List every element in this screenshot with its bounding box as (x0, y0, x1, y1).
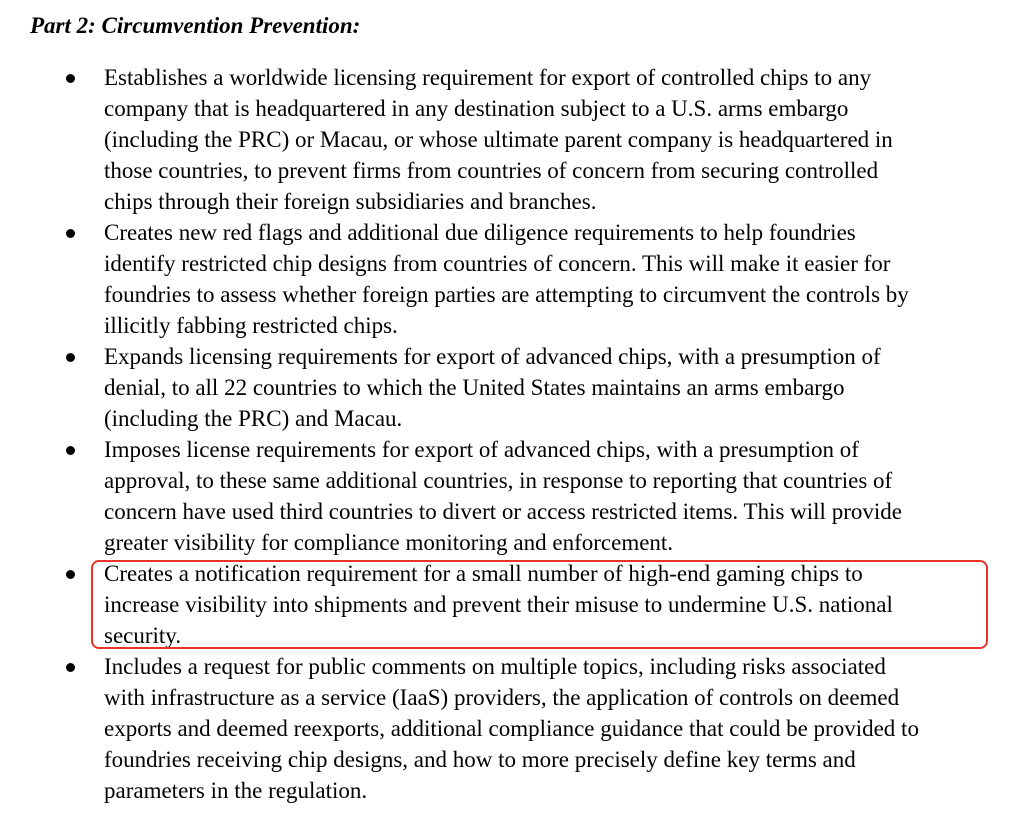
list-item-text: Creates a notification requirement for a small number of high-end gaming chips to increase visibility into shipments and prevent their misuse to undermine U.S. national security. (104, 561, 893, 648)
list-item (0, 217, 1024, 341)
bullet-dot-icon (66, 663, 75, 672)
list-item-text: Imposes license requirements for export of advanced chips, with a presumption of approval, to these same additional countries, in response to reporting that countries of concern have used third countries to divert or access restricted items. This will provide greater visibility for compliance monitoring and enforcement. (104, 437, 902, 555)
list-item-highlighted (0, 558, 1024, 651)
list-item-text: Expands licensing requirements for export of advanced chips, with a presumption of denial, to all 22 countries to which the United States maintains an arms embargo (including the PRC) and Macau. (104, 344, 881, 431)
list-item-text: Establishes a worldwide licensing requirement for export of controlled chips to any company that is headquartered in any destination subject to a U.S. arms embargo (including the PRC) or Macau, or whose ultimate parent company is headquartered in those countries, to prevent firms from countries of concern from securing controlled chips through their foreign subsidiaries and branches. (104, 65, 893, 214)
section-heading: Part 2: Circumvention Prevention: (30, 13, 361, 38)
bullet-dot-icon (66, 353, 75, 362)
list-item (0, 62, 1024, 217)
list-item (0, 341, 1024, 434)
list-item-text: Creates new red flags and additional due diligence requirements to help foundries identify restricted chip designs from countries of concern. This will make it easier for foundries to assess whether foreign parties are attempting to circumvent the controls by illicitly fabbing restricted chips. (104, 220, 909, 338)
list-item-text: Includes a request for public comments on multiple topics, including risks associated with infrastructure as a service (IaaS) providers, the application of controls on deemed exports and deemed reexports, additional compliance guidance that could be provided to foundries receiving chip designs, and how to more precisely define key terms and parameters in the regulation. (104, 654, 919, 803)
bullet-dot-icon (66, 570, 75, 579)
list-item (0, 651, 1024, 806)
bullet-dot-icon (66, 446, 75, 455)
bullet-list (0, 62, 1024, 806)
list-item (0, 434, 1024, 558)
bullet-dot-icon (66, 229, 75, 238)
bullet-dot-icon (66, 74, 75, 83)
